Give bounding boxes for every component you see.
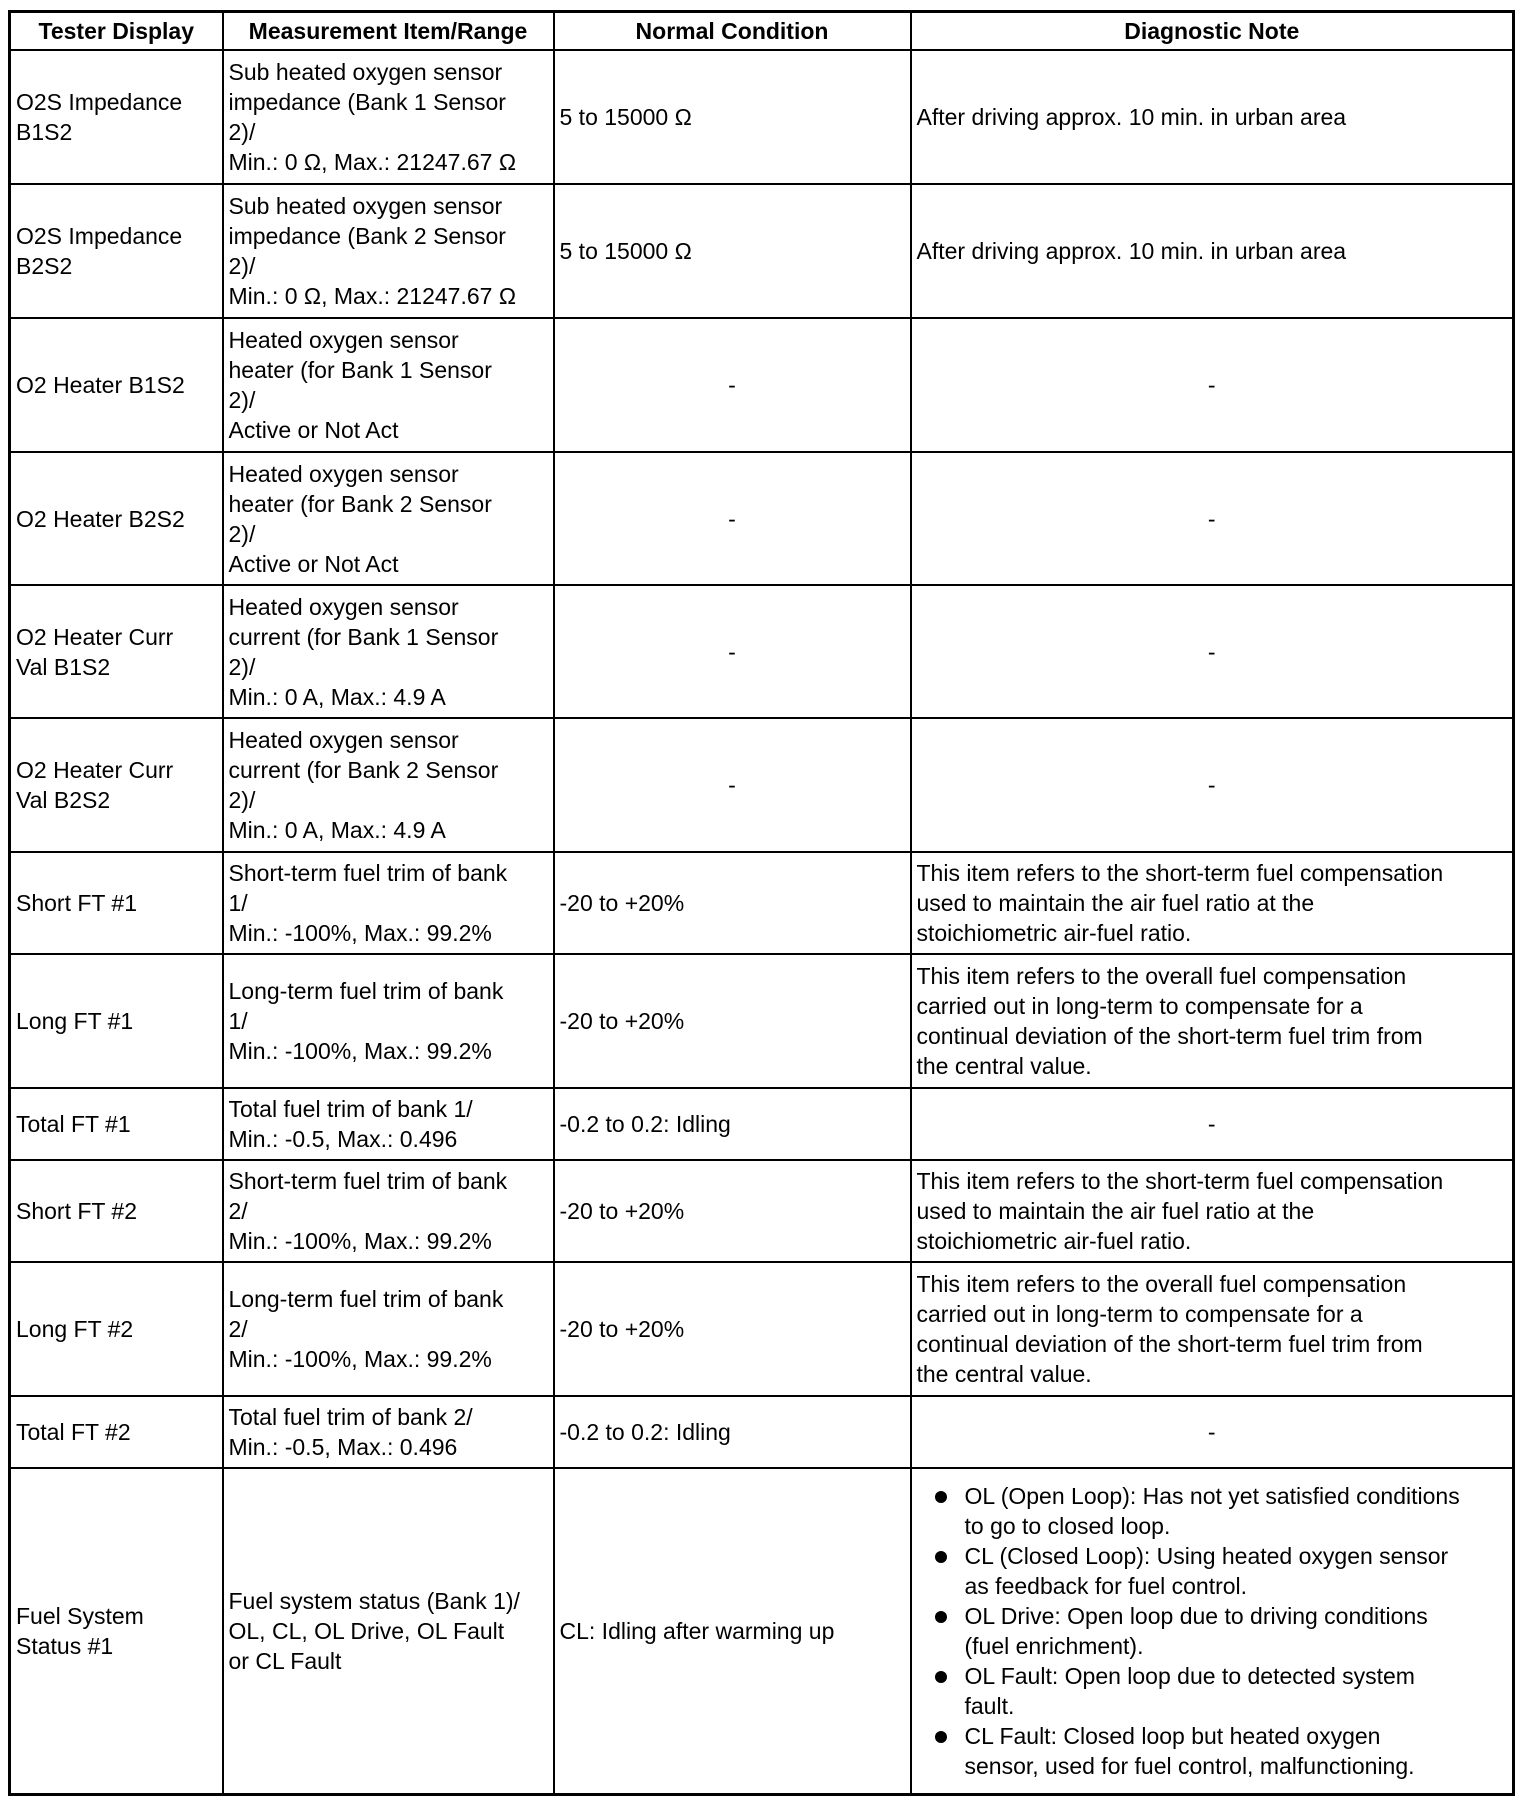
cell-text-line: -20 to +20%: [559, 1008, 685, 1034]
cell-text-line: current (for Bank 1 Sensor: [228, 623, 499, 650]
diagnostic-note-bullet: [965, 1601, 1508, 1661]
cell-text-line: This item refers to the overall fuel compensation: [916, 1271, 1407, 1297]
cell-text-line: Heated oxygen sensor: [228, 460, 459, 487]
table-row: [10, 184, 1514, 318]
cell-text-line: 2)/: [228, 520, 256, 547]
header-normal-condition: Normal Condition: [554, 12, 911, 51]
cell-text-line: Min.: 0 A, Max.: 4.9 A: [228, 817, 446, 843]
tester-display-cell: [10, 50, 223, 184]
cell-text-line: O2S Impedance: [16, 89, 183, 115]
cell-text-line: Active or Not Act: [228, 417, 399, 443]
bullet-text-line: fault.: [964, 1692, 1015, 1719]
empty-value-dash: -: [728, 372, 736, 398]
cell-text-line: CL: Idling after warming up: [559, 1617, 835, 1644]
tester-display-cell: [10, 1468, 223, 1794]
cell-text-line: 2/: [228, 1316, 248, 1342]
cell-text-line: After driving approx. 10 min. in urban area: [916, 238, 1347, 264]
cell-text-line: 2)/: [228, 253, 256, 279]
normal-condition-cell: [554, 1468, 911, 1794]
cell-text-line: -20 to +20%: [559, 1198, 685, 1224]
cell-text-line: -20 to +20%: [559, 1316, 685, 1342]
cell-text-line: Fuel System: [16, 1602, 144, 1629]
table-row: [10, 954, 1514, 1088]
tester-display-cell: [10, 585, 223, 718]
empty-value-dash: -: [728, 505, 736, 532]
table-row: [10, 1160, 1514, 1262]
measurement-item-cell: [223, 1468, 554, 1794]
diagnostic-note-bullet: [965, 1661, 1508, 1721]
header-tester-display: Tester Display: [10, 12, 223, 51]
empty-value-dash: -: [1207, 772, 1216, 798]
cell-text-line: Short FT #2: [16, 1198, 138, 1224]
table-header-row: [10, 12, 1514, 51]
table-row: [10, 50, 1514, 184]
cell-text-line: O2 Heater B2S2: [16, 505, 185, 532]
cell-text-line: Short-term fuel trim of bank: [228, 1168, 508, 1194]
tester-display-cell: [10, 184, 223, 318]
tester-display-cell: [10, 718, 223, 852]
cell-text-line: the central value.: [916, 1361, 1092, 1387]
tester-display-cell: [10, 318, 223, 452]
table-row: [10, 1396, 1514, 1468]
cell-text-line: 2)/: [228, 787, 256, 813]
cell-text-line: 2)/: [228, 119, 256, 145]
diagnostic-note-cell: [911, 184, 1514, 318]
cell-text-line: Total fuel trim of bank 1/: [228, 1096, 473, 1122]
diagnostic-note-bullet: [965, 1481, 1508, 1541]
empty-value-dash: -: [1207, 372, 1216, 398]
measurement-item-cell: [223, 1262, 554, 1396]
cell-text-line: 2)/: [228, 387, 256, 413]
cell-text-line: Val B2S2: [16, 787, 111, 813]
diagnostic-note-cell: [911, 852, 1514, 954]
empty-value-dash: -: [1207, 1419, 1216, 1445]
empty-value-dash: -: [728, 638, 736, 665]
diagnostic-note-cell: [911, 1160, 1514, 1262]
cell-text-line: O2 Heater Curr: [16, 757, 174, 783]
tester-display-cell: [10, 452, 223, 585]
cell-text-line: current (for Bank 2 Sensor: [228, 757, 499, 783]
normal-condition-cell: [554, 1396, 911, 1468]
cell-text-line: 1/: [228, 1008, 248, 1034]
measurement-item-cell: [223, 585, 554, 718]
cell-text-line: Total fuel trim of bank 2/: [228, 1404, 473, 1430]
tester-display-cell: [10, 852, 223, 954]
header-diagnostic-note: Diagnostic Note: [911, 12, 1514, 51]
measurement-item-cell: [223, 1160, 554, 1262]
measurement-item-cell: [223, 452, 554, 585]
cell-text-line: 5 to 15000 Ω: [559, 104, 692, 130]
tester-display-cell: [10, 1396, 223, 1468]
measurement-item-cell: [223, 50, 554, 184]
cell-text-line: Heated oxygen sensor: [228, 593, 459, 620]
cell-text-line: Sub heated oxygen sensor: [228, 59, 503, 85]
diagnostic-note-cell: [911, 585, 1514, 718]
diagnostic-note-cell: [911, 1468, 1514, 1794]
empty-value-dash: -: [1207, 638, 1216, 665]
cell-text-line: stoichiometric air-fuel ratio.: [916, 920, 1192, 946]
table-row: [10, 585, 1514, 718]
cell-text-line: O2S Impedance: [16, 223, 183, 249]
cell-text-line: impedance (Bank 2 Sensor: [228, 223, 506, 249]
tester-display-cell: [10, 1160, 223, 1262]
diagnostic-note-bullet: [965, 1721, 1508, 1781]
cell-text-line: Total FT #2: [16, 1419, 131, 1445]
header-measurement-item: Measurement Item/Range: [223, 12, 554, 51]
cell-text-line: -0.2 to 0.2: Idling: [559, 1111, 731, 1137]
normal-condition-cell: [554, 50, 911, 184]
empty-value-dash: -: [1207, 505, 1216, 532]
cell-text-line: 1/: [228, 890, 248, 916]
table-row: [10, 318, 1514, 452]
diagnostic-note-cell: [911, 1396, 1514, 1468]
bullet-text-line: (fuel enrichment).: [964, 1632, 1144, 1659]
measurement-item-cell: [223, 1396, 554, 1468]
normal-condition-cell: [554, 184, 911, 318]
cell-text-line: stoichiometric air-fuel ratio.: [916, 1228, 1192, 1254]
cell-text-line: -0.2 to 0.2: Idling: [559, 1419, 731, 1445]
empty-value-dash: -: [1207, 1111, 1216, 1137]
diagnostic-note-cell: [911, 954, 1514, 1088]
cell-text-line: O2 Heater Curr: [16, 623, 174, 650]
cell-text-line: 5 to 15000 Ω: [559, 238, 692, 264]
cell-text-line: Min.: -100%, Max.: 99.2%: [228, 1038, 492, 1064]
cell-text-line: Status #1: [16, 1632, 114, 1659]
bullet-text-line: OL Fault: Open loop due to detected system: [964, 1662, 1415, 1689]
cell-text-line: Active or Not Act: [228, 550, 399, 577]
normal-condition-cell: [554, 852, 911, 954]
cell-text-line: OL, CL, OL Drive, OL Fault: [228, 1617, 505, 1644]
cell-text-line: 2/: [228, 1198, 248, 1224]
measurement-item-cell: [223, 1088, 554, 1160]
normal-condition-cell: [554, 1160, 911, 1262]
diagnostic-note-cell: [911, 1088, 1514, 1160]
cell-text-line: O2 Heater B1S2: [16, 372, 185, 398]
diagnostic-note-cell: [911, 318, 1514, 452]
cell-text-line: carried out in long-term to compensate for a: [916, 1301, 1363, 1327]
bullet-text-line: OL Drive: Open loop due to driving conditions: [964, 1602, 1428, 1629]
cell-text-line: Long FT #1: [16, 1008, 134, 1034]
cell-text-line: Heated oxygen sensor: [228, 327, 459, 353]
measurement-item-cell: [223, 184, 554, 318]
cell-text-line: continual deviation of the short-term fuel trim from: [916, 1331, 1423, 1357]
cell-text-line: impedance (Bank 1 Sensor: [228, 89, 506, 115]
tester-display-cell: [10, 1088, 223, 1160]
cell-text-line: heater (for Bank 1 Sensor: [228, 357, 492, 383]
bullet-text-line: to go to closed loop.: [964, 1512, 1171, 1539]
diagnostic-note-bullet: [965, 1541, 1508, 1601]
normal-condition-cell: [554, 585, 911, 718]
cell-text-line: Fuel system status (Bank 1)/: [228, 1587, 520, 1614]
bullet-text-line: OL (Open Loop): Has not yet satisfied conditions: [964, 1482, 1460, 1509]
cell-text-line: Min.: -100%, Max.: 99.2%: [228, 920, 492, 946]
cell-text-line: Min.: -0.5, Max.: 0.496: [228, 1434, 458, 1460]
cell-text-line: Total FT #1: [16, 1111, 131, 1137]
empty-value-dash: -: [728, 772, 736, 798]
measurement-item-cell: [223, 954, 554, 1088]
table-row: [10, 1262, 1514, 1396]
tester-display-cell: [10, 1262, 223, 1396]
bullet-text-line: CL (Closed Loop): Using heated oxygen sensor: [964, 1542, 1449, 1569]
table-row: [10, 1468, 1514, 1794]
cell-text-line: used to maintain the air fuel ratio at the: [916, 890, 1315, 916]
table-row: [10, 1088, 1514, 1160]
bullet-text-line: sensor, used for fuel control, malfunctioning.: [964, 1752, 1415, 1779]
diagnostic-note-cell: [911, 452, 1514, 585]
cell-text-line: B1S2: [16, 119, 73, 145]
cell-text-line: Long-term fuel trim of bank: [228, 1286, 504, 1312]
cell-text-line: Heated oxygen sensor: [228, 727, 459, 753]
measurement-item-cell: [223, 852, 554, 954]
normal-condition-cell: [554, 452, 911, 585]
normal-condition-cell: [554, 1262, 911, 1396]
cell-text-line: This item refers to the short-term fuel compensation: [916, 860, 1444, 886]
table-row: [10, 452, 1514, 585]
cell-text-line: carried out in long-term to compensate for a: [916, 993, 1363, 1019]
cell-text-line: After driving approx. 10 min. in urban area: [916, 104, 1347, 130]
diagnostic-note-cell: [911, 718, 1514, 852]
cell-text-line: Val B1S2: [16, 653, 111, 680]
measurement-item-cell: [223, 718, 554, 852]
normal-condition-cell: [554, 954, 911, 1088]
cell-text-line: or CL Fault: [228, 1647, 342, 1674]
cell-text-line: -20 to +20%: [559, 890, 685, 916]
cell-text-line: the central value.: [916, 1053, 1092, 1079]
diagnostic-data-table: [8, 10, 1515, 1796]
cell-text-line: Min.: -0.5, Max.: 0.496: [228, 1126, 458, 1152]
cell-text-line: heater (for Bank 2 Sensor: [228, 490, 492, 517]
normal-condition-cell: [554, 718, 911, 852]
cell-text-line: continual deviation of the short-term fuel trim from: [916, 1023, 1423, 1049]
diagnostic-note-cell: [911, 50, 1514, 184]
table-row: [10, 852, 1514, 954]
cell-text-line: B2S2: [16, 253, 73, 279]
tester-display-cell: [10, 954, 223, 1088]
cell-text-line: Min.: -100%, Max.: 99.2%: [228, 1228, 492, 1254]
cell-text-line: Min.: 0 Ω, Max.: 21247.67 Ω: [228, 149, 517, 175]
cell-text-line: This item refers to the short-term fuel compensation: [916, 1168, 1444, 1194]
cell-text-line: Min.: 0 A, Max.: 4.9 A: [228, 683, 446, 710]
normal-condition-cell: [554, 1088, 911, 1160]
cell-text-line: Min.: 0 Ω, Max.: 21247.67 Ω: [228, 283, 517, 309]
cell-text-line: used to maintain the air fuel ratio at the: [916, 1198, 1315, 1224]
cell-text-line: Short-term fuel trim of bank: [228, 860, 508, 886]
cell-text-line: Long-term fuel trim of bank: [228, 978, 504, 1004]
table-row: [10, 718, 1514, 852]
cell-text-line: Min.: -100%, Max.: 99.2%: [228, 1346, 492, 1372]
cell-text-line: Sub heated oxygen sensor: [228, 193, 503, 219]
cell-text-line: 2)/: [228, 653, 256, 680]
bullet-text-line: CL Fault: Closed loop but heated oxygen: [964, 1722, 1381, 1749]
diagnostic-note-cell: [911, 1262, 1514, 1396]
cell-text-line: This item refers to the overall fuel compensation: [916, 963, 1407, 989]
cell-text-line: Long FT #2: [16, 1316, 134, 1342]
measurement-item-cell: [223, 318, 554, 452]
diagnostic-note-list: [917, 1481, 1508, 1781]
normal-condition-cell: [554, 318, 911, 452]
cell-text-line: Short FT #1: [16, 890, 138, 916]
bullet-text-line: as feedback for fuel control.: [964, 1572, 1248, 1599]
